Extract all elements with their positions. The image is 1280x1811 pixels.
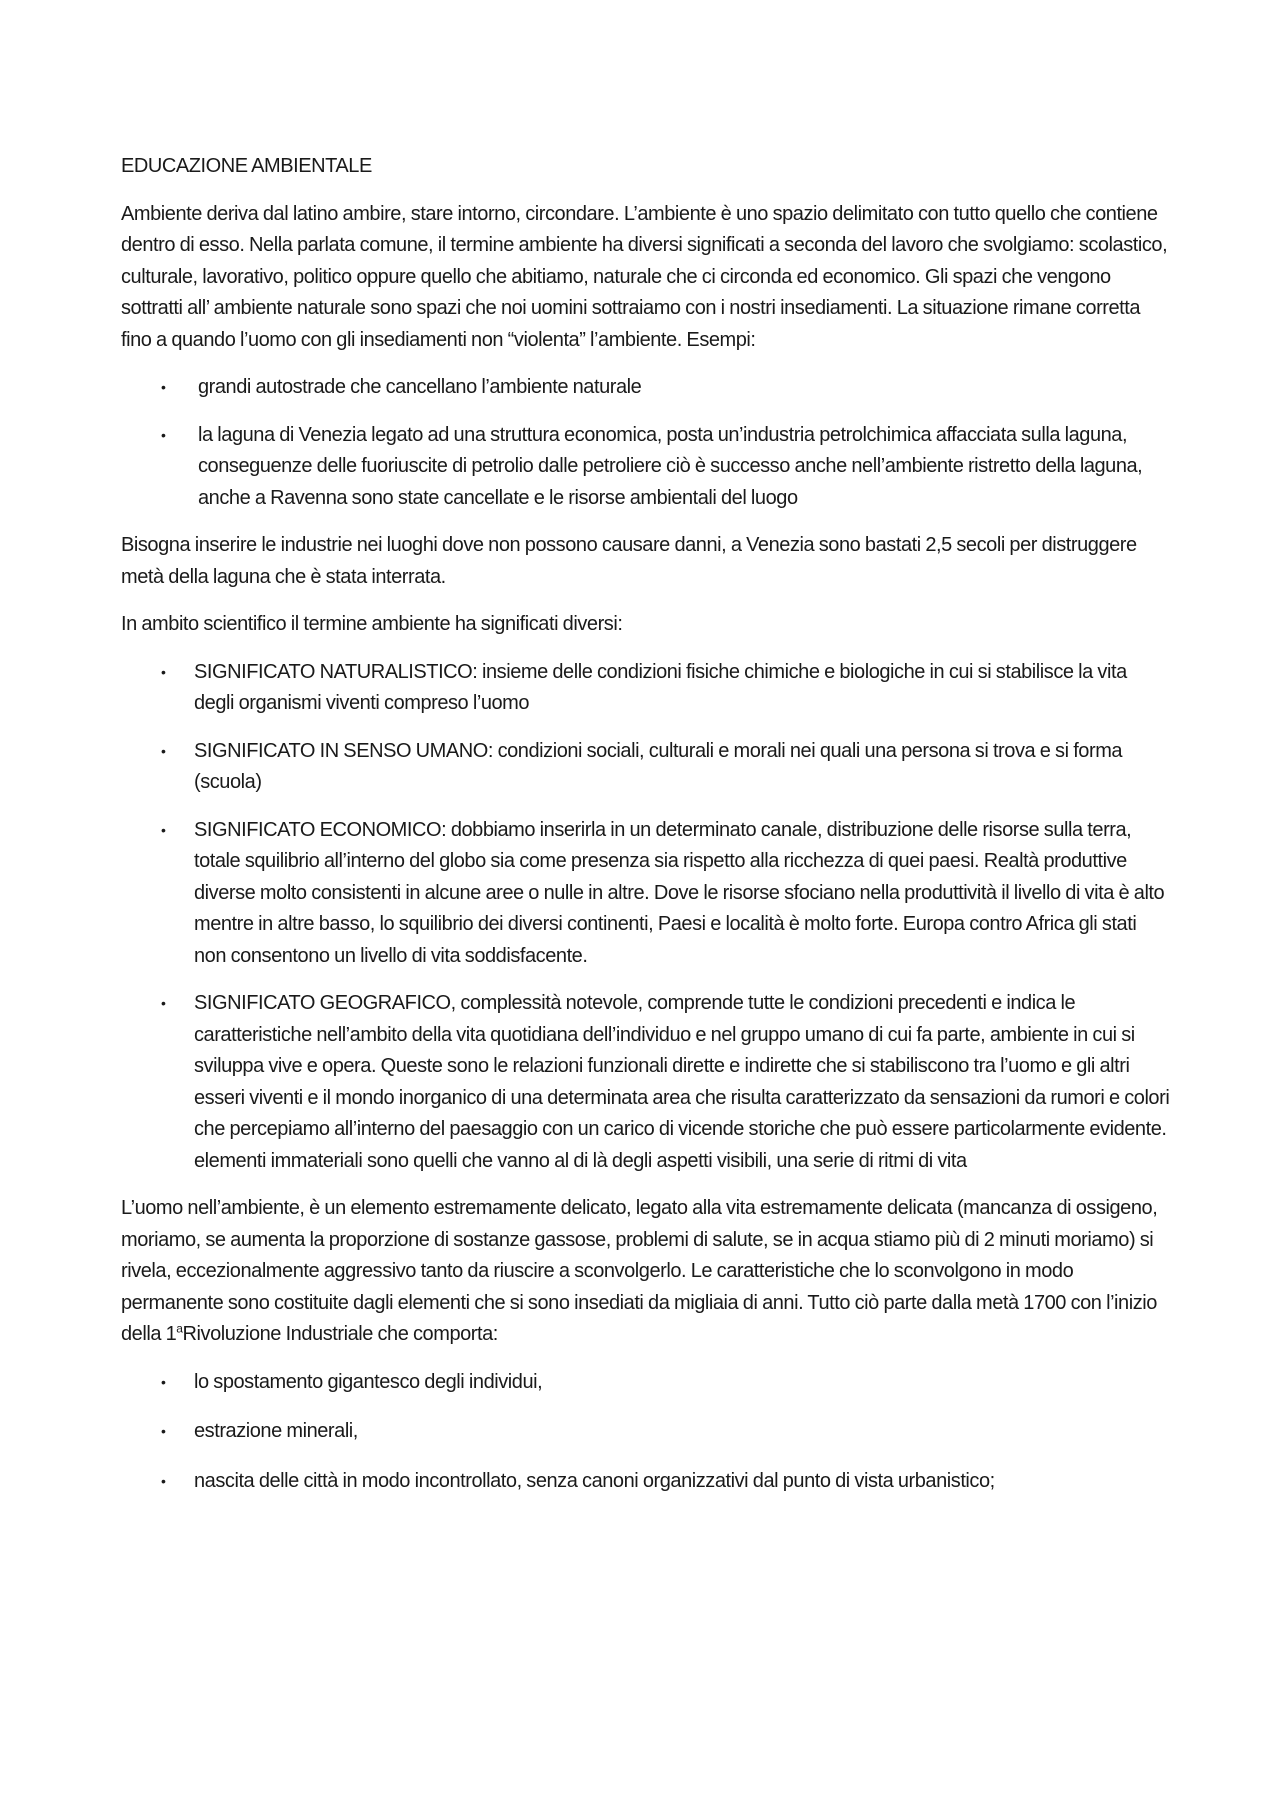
bullet-icon: • [161, 995, 166, 1011]
bullet-icon: • [161, 1373, 166, 1390]
consequences-list [121, 1367, 1171, 1498]
human-environment-paragraph [121, 1193, 1171, 1351]
examples-list [121, 372, 1171, 514]
bullet-icon: • [161, 742, 166, 759]
list-item [121, 736, 1171, 799]
paragraph-text: L’uomo nell’ambiente, è un elemento estremamente delicato, legato alla vita estremamente delicata (mancanza di ossigeno, moriamo, se aumenta la proporzione di sostanze gassose, problemi di salute, se in acqua stiamo più di 2 minuti moriamo) si rivela, eccezionalmente aggressivo tanto da riuscire a sconvolgerlo. Le caratteristiche che lo sconvolgono in modo permanente sono costituite dagli elementi che si sono insediati da migliaia di anni. Tutto ciò parte dalla metà 1700 con l’inizio della 1 [121, 1197, 1158, 1345]
bullet-icon: • [161, 821, 166, 838]
list-item-text: SIGNIFICATO GEOGRAFICO, complessità notevole, comprende tutte le condizioni precedenti e indica le caratteristiche nell’ambito della vita quotidiana dell’individuo e nel gruppo umano di cui fa parte, ambiente in cui si sviluppa vive e opera. Queste sono le relazioni funzionali dirette e indirette che si stabiliscono tra l’uomo e gli altri esseri viventi e il mondo inorganico di una determinata area che risulta caratterizzato da sensazioni da rumori e colori che percepiamo all’interno del paesaggio con un carico di vicende storiche che può essere particolarmente evidente. elementi immateriali sono quelli che vanno al di là degli aspetti visibili, una serie di ritmi di vita [194, 992, 1170, 1172]
list-item-text: lo spostamento gigantesco degli individui, [194, 1370, 543, 1393]
superscript-ordinal: a [176, 1321, 183, 1336]
document-title: EDUCAZIONE AMBIENTALE [121, 155, 372, 177]
industries-paragraph: Bisogna inserire le industrie nei luoghi dove non possono causare danni, a Venezia sono bastati 2,5 secoli per distruggere metà della laguna che è stata interrata. [121, 534, 1137, 588]
bullet-icon: • [161, 426, 166, 443]
list-item [121, 1466, 1171, 1498]
list-item-text: SIGNIFICATO IN SENSO UMANO: condizioni sociali, culturali e morali nei quali una persona si trova e si forma (scuola) [194, 739, 1123, 793]
scientific-scope-paragraph: In ambito scientifico il termine ambiente ha significati diversi: [121, 613, 623, 635]
paragraph-text-end: Rivoluzione Industriale che comporta: [182, 1323, 498, 1345]
meanings-list [121, 657, 1171, 1178]
bullet-icon: • [161, 1472, 166, 1489]
list-item-text: nascita delle città in modo incontrollato, senza canoni organizzativi dal punto di vista urbanistico; [194, 1469, 995, 1492]
document-page [121, 151, 1171, 1515]
bullet-icon: • [161, 379, 166, 395]
list-item [121, 1367, 1171, 1399]
list-item-text: grandi autostrade che cancellano l’ambiente naturale [198, 376, 642, 398]
list-item-text: SIGNIFICATO NATURALISTICO: insieme delle condizioni fisiche chimiche e biologiche in cui si stabilisce la vita degli organismi viventi compreso l’uomo [194, 660, 1127, 714]
intro-paragraph: Ambiente deriva dal latino ambire, stare intorno, circondare. L’ambiente è uno spazio delimitato con tutto quello che contiene dentro di esso. Nella parlata comune, il termine ambiente ha diversi significati a seconda del lavoro che svolgiamo: scolastico, culturale, lavorativo, politico oppure quello che abitiamo, naturale che ci circonda ed economico. Gli spazi che vengono sottratti all’ ambiente naturale sono spazi che noi uomini sottraiamo con i nostri insediamenti. La situazione rimane corretta fino a quando l’uomo con gli insediamenti non “violenta” l’ambiente. Esempi: [121, 202, 1168, 351]
bullet-icon: • [161, 663, 166, 680]
list-item [121, 372, 1171, 404]
list-item [121, 988, 1171, 1177]
list-item [121, 815, 1171, 973]
list-item [121, 657, 1171, 720]
list-item-text: estrazione minerali, [194, 1420, 358, 1442]
list-item-text: la laguna di Venezia legato ad una struttura economica, posta un’industria petrolchimica affacciata sulla laguna, conseguenze delle fuoriuscite di petrolio dalle petroliere ciò è successo anche nell’ambiente ristretto della laguna, anche a Ravenna sono state cancellate e le risorse ambientali del luogo [198, 423, 1143, 509]
bullet-icon: • [161, 1423, 166, 1439]
list-item [121, 420, 1171, 515]
list-item [121, 1416, 1171, 1448]
list-item-text: SIGNIFICATO ECONOMICO: dobbiamo inserirla in un determinato canale, distribuzione delle risorse sulla terra, totale squilibrio all’interno del globo sia come presenza sia rispetto alla ricchezza di quei paesi. Realtà produttive diverse molto consistenti in alcune aree o nulle in altre. Dove le risorse sfociano nella produttività il livello di vita è alto mentre in altre basso, lo squilibrio dei diversi continenti, Paesi e località è molto forte. Europa contro Africa gli stati non consentono un livello di vita soddisfacente. [194, 818, 1165, 967]
